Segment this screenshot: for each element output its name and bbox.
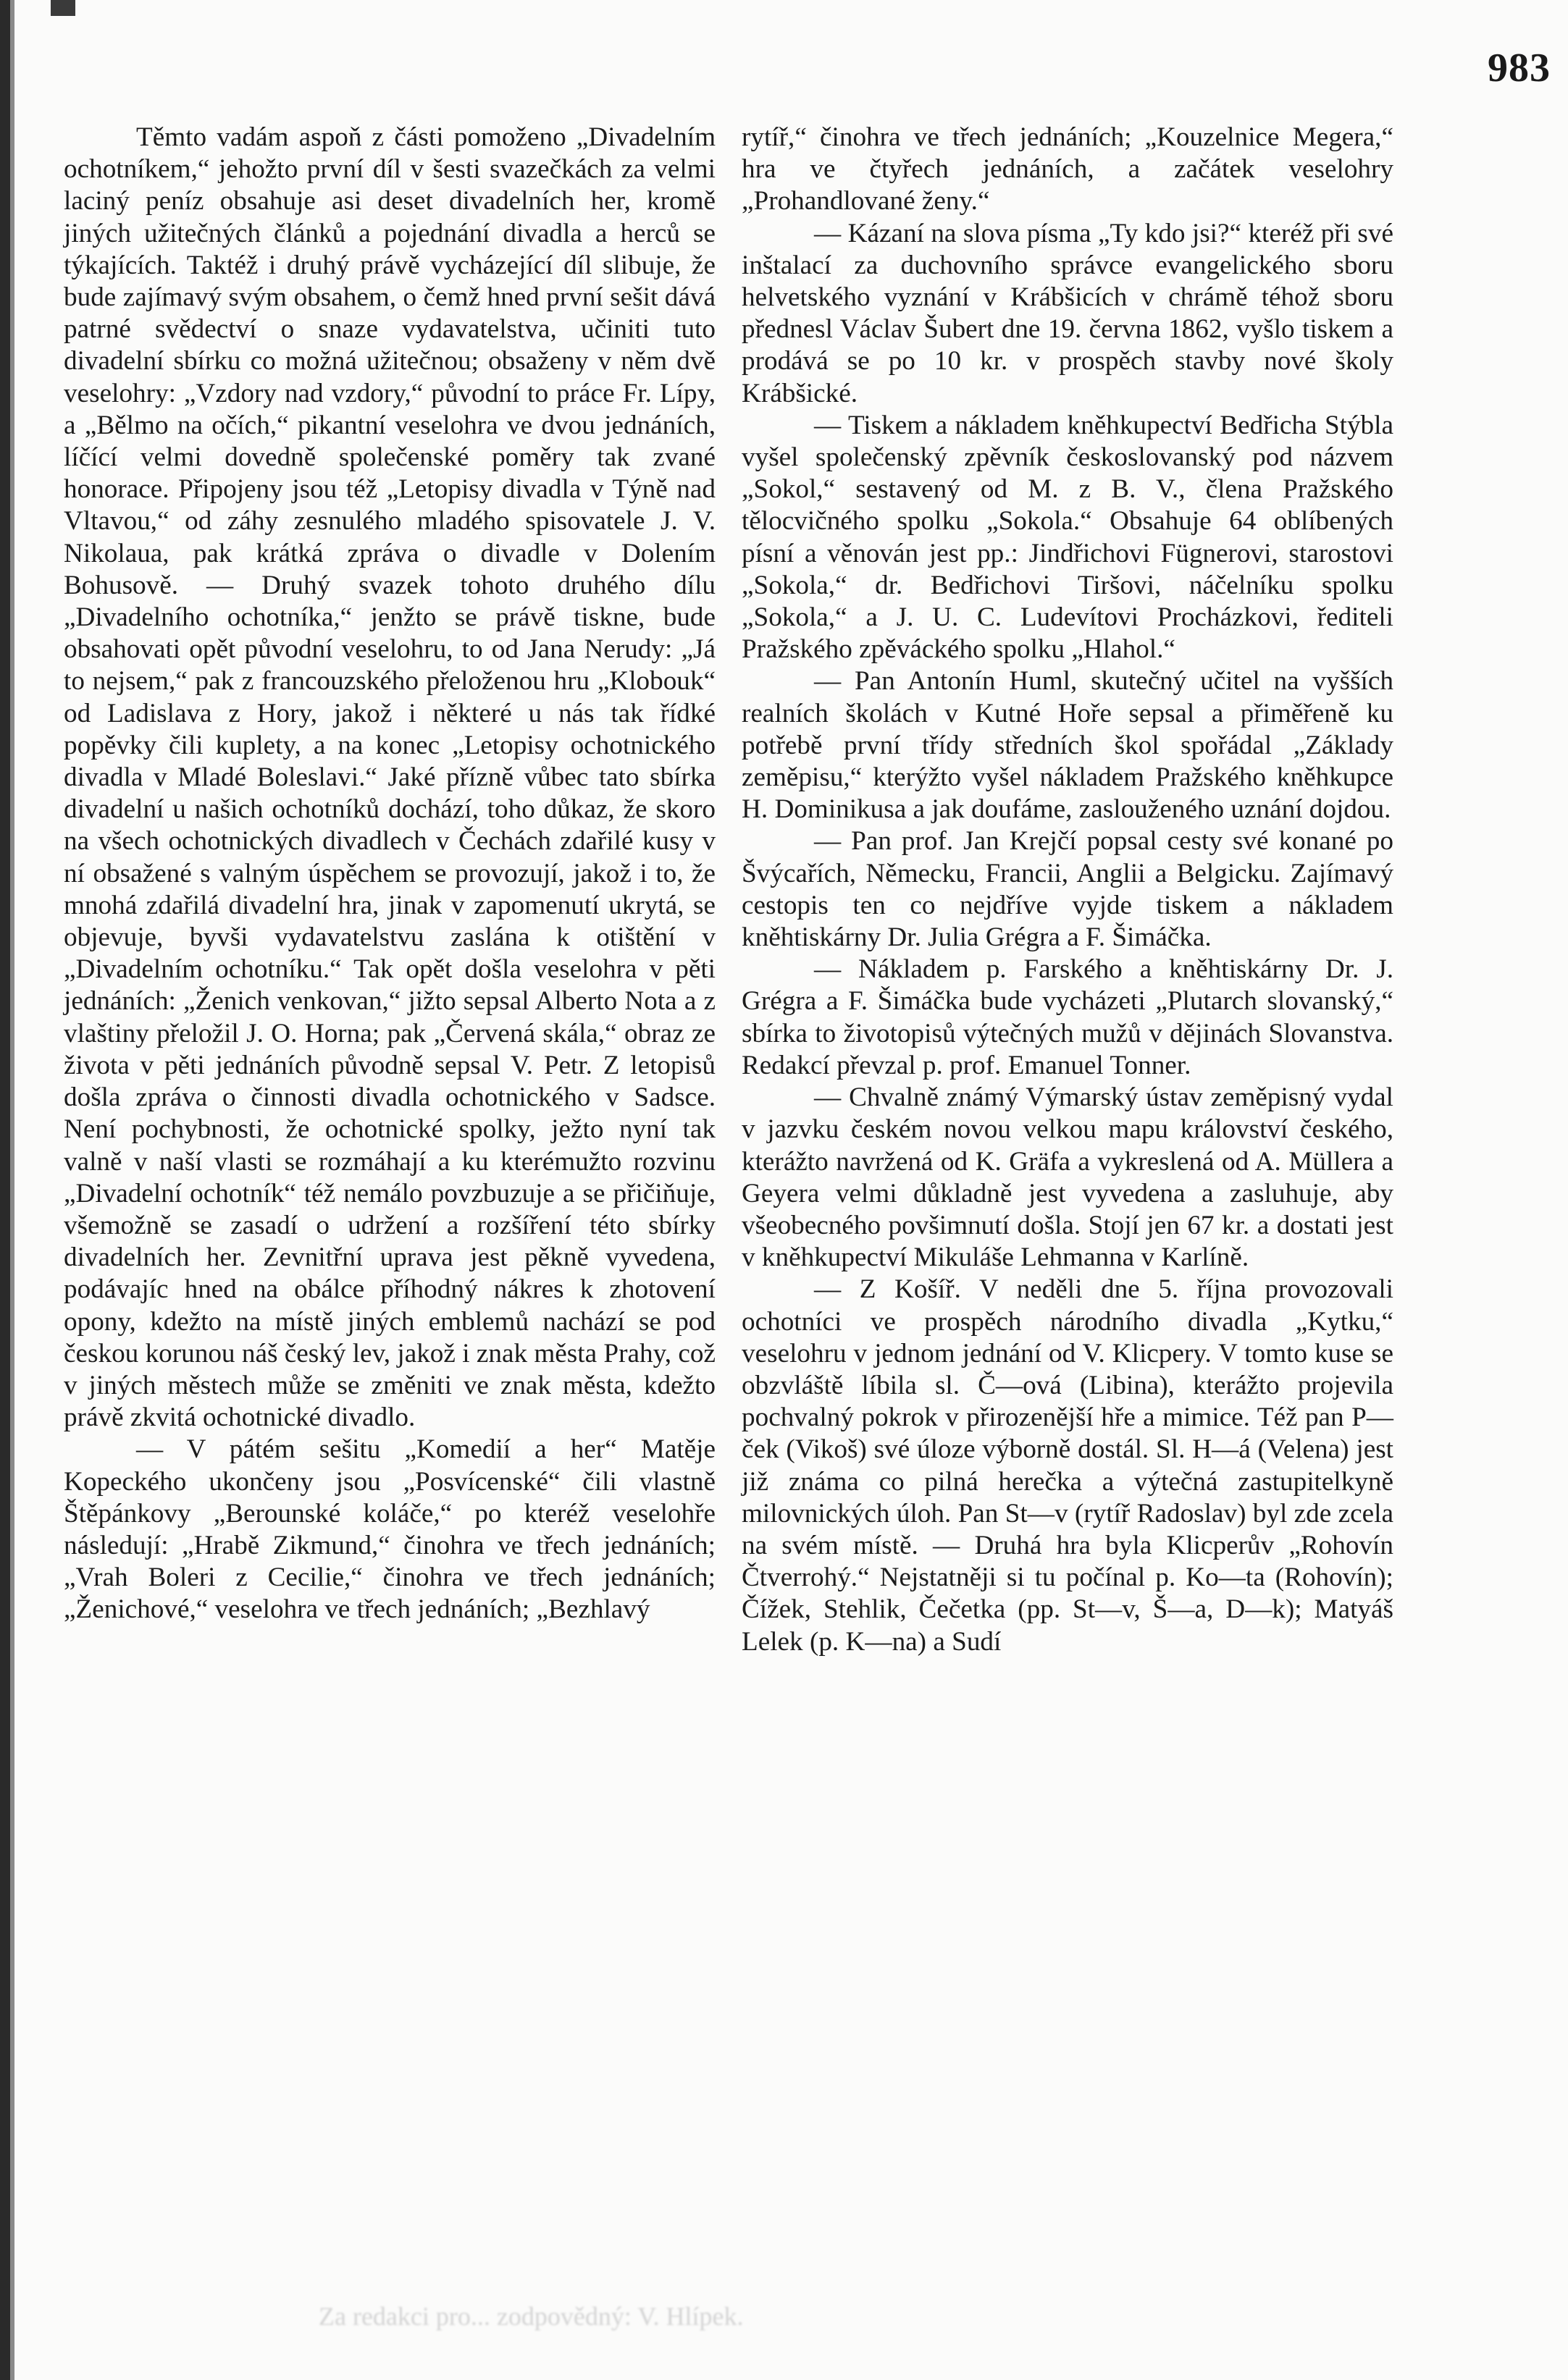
paragraph: — Nákladem p. Farského a kněhtiskárny Dr. J. Grégra a F. Šimáčka bude vycházeti „Plutarch slovanský,“ sbírka to životopisů výtečných mužů v dějinách Slovanstva. Redakcí převzal p. prof. Emanuel Tonner.: [742, 954, 1393, 1080]
paragraph: — Pan Antonín Huml, skutečný učitel na vyšších realních školách v Kutné Hoře sepsal a přiměřeně ku potřebě první třídy středních škol spořádal „Základy zeměpisu,“ kterýžto vyšel nákladem Pražského kněhkupce H. Dominikusa a jak doufáme, zaslouženého uznání dojdou.: [742, 666, 1393, 825]
paragraph: — Chvalně známý Výmarský ústav zeměpisný vydal v jazvku českém novou velkou mapu království českého, kterážto navržená od K. Gräfa a vykreslená od A. Müllera a Geyera velmi důkladně jest vyvedena a zasluhuje, aby všeobecného povšimnutí došla. Stojí jen 67 kr. a dostati jest v kněhkupectví Mikuláše Lehmanna v Karlíně.: [742, 1082, 1393, 1273]
page-number: 983: [1488, 46, 1551, 91]
binding-edge: [0, 0, 10, 2380]
bleed-through-text: [319, 2300, 1550, 2332]
paragraph: — Pan prof. Jan Krejčí popsal cesty své konané po Švýcařích, Německu, Francii, Anglii a Belgicku. Zajímavý cestopis ten co nejdříve vyjde tiskem a nákladem kněhtiskárny Dr. Julia Grégra a F. Šimáčka.: [742, 826, 1393, 953]
paragraph: Těmto vadám aspoň z části pomoženo „Divadelním ochotníkem,“ jehožto první díl v šesti svazečkách za velmi laciný peníz obsahuje asi deset divadelních her, kromě jiných užitečných článků a pojednání divadla a herců se týkajících. Taktéž i druhý právě vycházející díl slibuje, že bude zajímavý svým obsahem, o čemž hned první sešit dává patrné svědectví o snaze vydavatelstva, učiniti tuto divadelní sbírku co možná užitečnou; obsaženy v něm dvě veselohry: „Vzdory nad vzdory,“ původní to práce Fr. Lípy, a „Bělmo na očích,“ pikantní veselohra ve dvou jednáních, líčící velmi dovedně společenské poměry tak zvané honorace. Připojeny jsou též „Letopisy divadla v Týně nad Vltavou,“ od záhy zesnulého mladého spisovatele J. V. Nikolaua, pak krátká zpráva o divadle v Dolením Bohusově. — Druhý svazek tohoto druhého dílu „Divadelního ochotníka,“ jenžto se právě tiskne, bude obsahovati opět původní veselohru, to od Jana Nerudy: „Já to nejsem,“ pak z francouzského přeloženou hru „Klobouk“ od Ladislava z Hory, jakož i některé u nás tak řídké popěvky čili kuplety, a na konec „Letopisy ochotnického divadla v Mladé Boleslavi.“ Jaké přízně vůbec tato sbírka divadelní u našich ochotníků dochází, toho důkaz, že skoro na všech ochotnických divadlech v Čechách zdařilé kusy v ní obsažené s valným úspěchem se provozují, jakož i to, že mnohá zdařilá divadelní hra, jinak v zapomenutí ukrytá, se objevuje, byvši vydavatelstvu zaslána k otištění v „Divadelním ochotníku.“ Tak opět došla veselohra v pěti jednáních: „Ženich venkovan,“ jižto sepsal Alberto Nota a z vlaštiny přeložil J. O. Horna; pak „Červená skála,“ obraz ze života v pěti jednáních původně sepsal V. Petr. Z letopisů došla zpráva o činnosti divadla ochotnického v Sadsce. Není pochybnosti, že ochotnické spolky, ježto nyní tak valně v naší vlasti se rozmáhají a ku kterémužto rozvinu „Divadelní ochotník“ též nemálo povzbuzuje a se přičiňuje, všemožně se zasadí o udržení a rozšíření této sbírky divadelních her. Zevnitřní uprava jest pěkně vyvedena, podávajíc hned na obálce příhodný nákres k zhotovení opony, kdežto na místě jiných emblemů nachází se pod českou korunou náš český lev, jakož i znak města Prahy, což v jiných městech může se změniti ve znak města, kdežto právě zkvitá ochotnické divadlo.: [64, 122, 716, 1433]
bleed-through-line: Za redakci pro... zodpovědný: V. Hlípek.: [319, 2302, 744, 2331]
paragraph: — Tiskem a nákladem kněhkupectví Bedřicha Stýbla vyšel společenský zpěvník českoslovanský pod názvem „Sokol,“ sestavený od M. z B. V., člena Pražského tělocvičného spolku „Sokola.“ Obsahuje 64 oblíbených písní a věnován jest pp.: Jindřichovi Fügnerovi, starostovi „Sokola,“ dr. Bedřichovi Tiršovi, náčelníku spolku „Sokola,“ a J. U. C. Ludevítovi Procházkovi, řediteli Pražského zpěváckého spolku „Hlahol.“: [742, 410, 1393, 665]
paragraph: — Kázaní na slova písma „Ty kdo jsi?“ kteréž při své inštalací za duchovního správce evangelického sboru helvetského vyznání v Krábšicích v chrámě téhož sboru přednesl Václav Šubert dne 19. června 1862, vyšlo tiskem a prodává se po 10 kr. v prospěch stavby nové školy Krábšické.: [742, 218, 1393, 408]
paragraph: rytíř,“ činohra ve třech jednáních; „Kouzelnice Megera,“ hra ve čtyřech jednáních, a začátek veselohry „Prohandlované ženy.“: [742, 122, 1393, 216]
left-column: [64, 122, 716, 1626]
paragraph: — V pátém sešitu „Komedií a her“ Matěje Kopeckého ukončeny jsou „Posvícenské“ čili vlastně Štěpánkovy „Berounské koláče,“ po kteréž veselohře následují: „Hrabě Zikmund,“ činohra ve třech jednáních; „Vrah Boleri z Cecilie,“ činohra ve třech jednáních; „Ženichové,“ veselohra ve třech jednáních; „Bezhlavý: [64, 1434, 716, 1625]
right-column: [742, 122, 1393, 1658]
corner-mark: [51, 0, 75, 16]
binding-shadow: [10, 0, 14, 2380]
paragraph: — Z Košíř. V neděli dne 5. října provozovali ochotníci ve prospěch národního divadla „Kytku,“ veselohru v jednom jednání od V. Klicpery. V tomto kuse se obzvláště líbila sl. Č—ová (Libina), kterážto projevila pochvalný pokrok v přirozenější hře a mimice. Též pan P—ček (Vikoš) své úloze výborně dostál. Sl. H—á (Velena) jest již známa co pilná herečka a výtečná zastupitelkyně milovnických úloh. Pan St—v (rytíř Radoslav) byl zde zcela na svém místě. — Druhá hra byla Klicperův „Rohovín Čtverrohý.“ Nejstatněji si tu počínal p. Ko—ta (Rohovín); Čížek, Stehlik, Čečetka (pp. St—v, Š—a, D—k); Matyáš Lelek (p. K—na) a Sudí: [742, 1274, 1393, 1657]
